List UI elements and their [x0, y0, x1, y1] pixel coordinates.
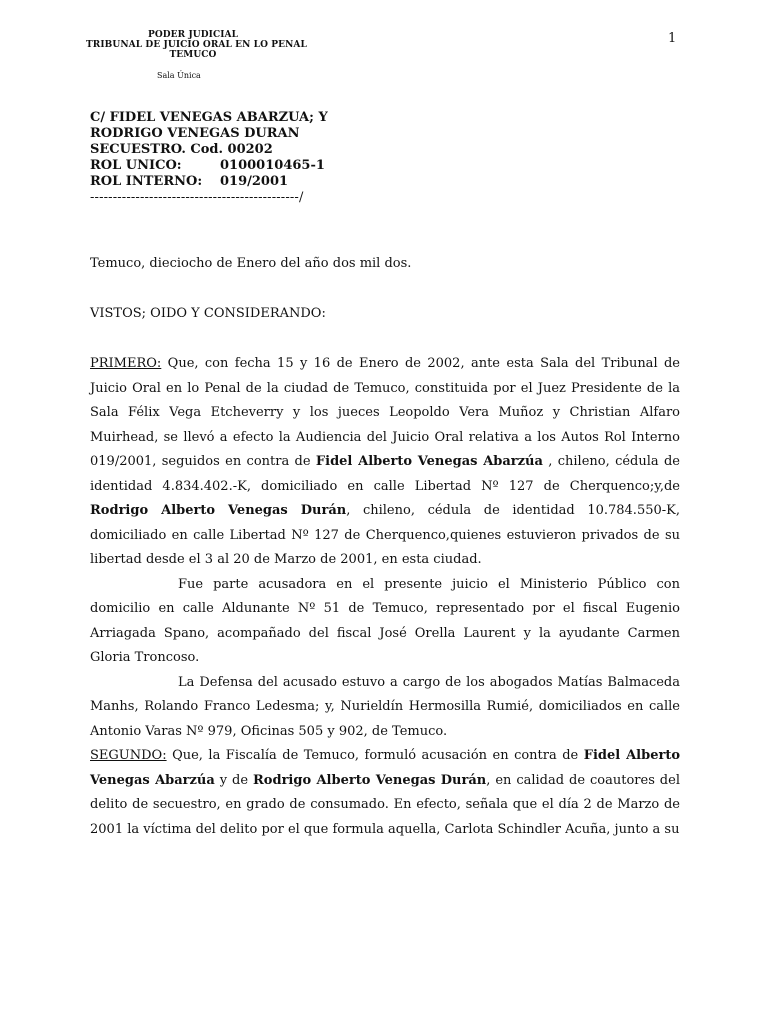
- rol-interno-label: ROL INTERNO:: [90, 174, 203, 189]
- segundo-text-3: , en calidad de coautores del delito de secuestro, en grado de consumado. En efecto, señala que el día 2 de Marzo de 2001 la víctima del delito por el que formula aquella, Carlota Schindler Acuña, junto a su: [90, 772, 680, 837]
- letterhead-line-3: TEMUCO: [169, 50, 217, 60]
- primero-defendant-2: Rodrigo Alberto Venegas Durán: [90, 503, 347, 518]
- segundo-text-2: y de: [214, 772, 253, 788]
- segundo-heading: SEGUNDO:: [90, 748, 167, 763]
- rol-interno-value: 019/2001: [220, 174, 289, 189]
- caption-line-1: C/ FIDEL VENEGAS ABARZUA; Y: [90, 110, 328, 125]
- letterhead: [86, 30, 307, 60]
- primero-defendant-1: Fidel Alberto Venegas Abarzúa: [315, 454, 543, 469]
- rol-unico-row: [90, 158, 328, 174]
- caption-separator: ----------------------------------------------/: [90, 190, 304, 205]
- paragraph-defensa: La Defensa del acusado estuvo a cargo de los abogados Matías Balmaceda Manhs, Rolando Franco Ledesma; y, Nurieldín Hermosilla Rumié, domiciliados en calle Antonio Varas Nº 979, Oficinas 505 y 902, de Temuco.: [90, 674, 680, 739]
- rol-interno-row: [90, 174, 328, 190]
- considerandos: [90, 352, 680, 842]
- primero-text-3: , chileno, cédula de identidad 10.784.550-K, domiciliado en calle Libertad Nº 127 de Cherquenco,quienes estuvieron privados de su libertad desde el 3 al 20 de Marzo de 2001, en esta ciudad.: [90, 503, 680, 567]
- letterhead-line-1: PODER JUDICIAL: [147, 30, 239, 40]
- document-body: [90, 254, 680, 842]
- primero-text-1: Que, con fecha 15 y 16 de Enero de 2002, ante esta Sala del Tribunal de Juicio Oral en lo Penal de la ciudad de Temuco, constituida por el Juez Presidente de la Sala Félix Vega Etcheverry y los jueces Leopoldo Vera Muñoz y Christian Alfaro Muirhead, se llevó a efecto la Audiencia del Juicio Oral relativa a los Autos Rol Interno 019/2001, seguidos en contra de: [90, 356, 680, 469]
- letterhead-line-2: TRIBUNAL DE JUICIO ORAL EN LO PENAL: [86, 40, 307, 50]
- segundo-text-1: Que, la Fiscalía de Temuco, formuló acusación en contra de: [166, 748, 584, 763]
- segundo-defendant-2: Rodrigo Alberto Venegas Durán: [253, 772, 487, 788]
- caption-line-3: SECUESTRO. Cod. 00202: [90, 142, 273, 157]
- sala-label: Sala Única: [157, 71, 201, 80]
- caption-line-2: RODRIGO VENEGAS DURAN: [90, 126, 300, 141]
- date-line: Temuco, dieciocho de Enero del año dos mil dos.: [90, 256, 412, 271]
- rol-unico-value: 0100010465-1: [220, 158, 325, 173]
- primero-text-2: , chileno, cédula de identidad 4.834.402.-K, domiciliado en calle Libertad Nº 127 de Cherquenco;y,de: [90, 454, 681, 494]
- vistos-heading: VISTOS; OIDO Y CONSIDERANDO:: [90, 306, 326, 321]
- page-number: 1: [668, 31, 677, 46]
- paragraph-segundo: [90, 744, 680, 842]
- paragraph-primero: [90, 352, 680, 573]
- rol-unico-label: ROL UNICO:: [90, 158, 182, 173]
- segundo-defendant-1: Fidel Alberto Venegas Abarzúa: [90, 748, 680, 788]
- paragraph-acusadora: Fue parte acusadora en el presente juicio el Ministerio Público con domicilio en calle Aldunante Nº 51 de Temuco, representado por el fiscal Eugenio Arriagada Spano, acompañado del fiscal José Orella Laurent y la ayudante Carmen Gloria Troncoso.: [90, 576, 680, 665]
- case-caption: [90, 110, 328, 206]
- primero-heading: PRIMERO:: [90, 356, 162, 371]
